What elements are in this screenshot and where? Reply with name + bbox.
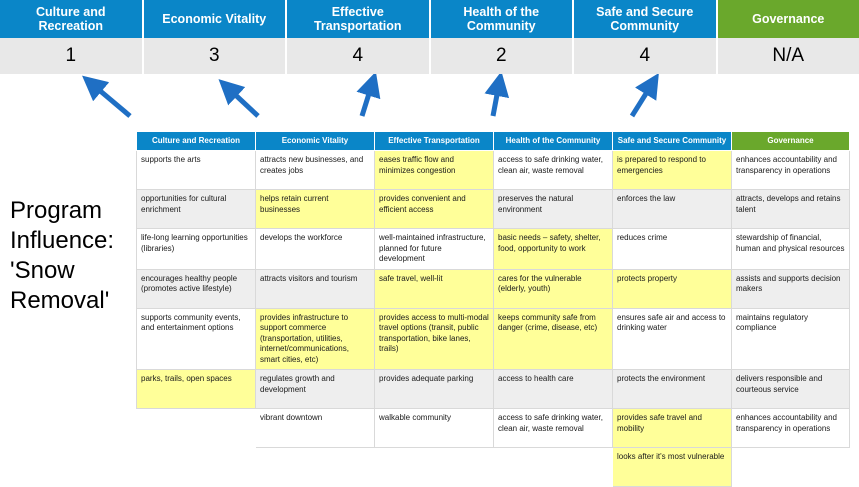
matrix-cell-r2-c5: stewardship of financial, human and physical resources	[732, 229, 850, 270]
matrix-cell-r4-c4: ensures safe air and access to drinking water	[613, 308, 732, 370]
matrix-cell-r5-c0: parks, trails, open spaces	[137, 370, 256, 409]
header-cell-0: Culture and Recreation	[0, 0, 144, 38]
matrix-cell-r7-c4: looks after it's most vulnerable	[613, 448, 732, 487]
table-row	[137, 448, 850, 487]
matrix-cell-r4-c5: maintains regulatory compliance	[732, 308, 850, 370]
header-cell-2: Effective Transportation	[287, 0, 431, 38]
table-row	[137, 229, 850, 270]
matrix-cell-r2-c4: reduces crime	[613, 229, 732, 270]
header-cell-1: Economic Vitality	[144, 0, 288, 38]
caption-line-3: 'Snow	[10, 256, 135, 286]
matrix-header-row	[137, 132, 850, 151]
matrix-cell-r1-c0: opportunities for cultural enrichment	[137, 190, 256, 229]
scorecard-header	[0, 0, 859, 38]
score-cell-1: 3	[144, 38, 288, 74]
matrix-cell-r3-c0: encourages healthy people (promotes active lifestyle)	[137, 269, 256, 308]
arrow-2	[228, 88, 258, 116]
influence-arrows	[0, 74, 859, 132]
matrix-body	[137, 151, 850, 487]
table-row	[137, 269, 850, 308]
caption-line-1: Program	[10, 196, 135, 226]
matrix-cell-r7-c3	[494, 448, 613, 487]
table-row	[137, 409, 850, 448]
matrix-column-header-5: Governance	[732, 132, 850, 151]
matrix-column-header-1: Economic Vitality	[256, 132, 375, 151]
caption-line-2: Influence:	[10, 226, 135, 256]
caption-line-4: Removal'	[10, 286, 135, 316]
matrix-column-header-0: Culture and Recreation	[137, 132, 256, 151]
matrix-cell-r3-c1: attracts visitors and tourism	[256, 269, 375, 308]
matrix-cell-r6-c0	[137, 409, 256, 448]
matrix-cell-r5-c1: regulates growth and development	[256, 370, 375, 409]
matrix-cell-r3-c4: protects property	[613, 269, 732, 308]
matrix-cell-r5-c4: protects the environment	[613, 370, 732, 409]
matrix-cell-r7-c0	[137, 448, 256, 487]
table-row	[137, 308, 850, 370]
arrow-4	[493, 84, 499, 116]
matrix-column-header-2: Effective Transportation	[375, 132, 494, 151]
matrix-cell-r5-c2: provides adequate parking	[375, 370, 494, 409]
matrix-cell-r6-c5: enhances accountability and transparency in operations	[732, 409, 850, 448]
matrix-cell-r2-c1: develops the workforce	[256, 229, 375, 270]
matrix-cell-r4-c1: provides infrastructure to support commerce (transportation, utilities, internet/communications, smart cities, etc)	[256, 308, 375, 370]
matrix-column-header-4: Safe and Secure Community	[613, 132, 732, 151]
matrix-cell-r6-c3: access to safe drinking water, clean air, waste removal	[494, 409, 613, 448]
outcomes-matrix	[136, 131, 850, 487]
matrix-cell-r0-c4: is prepared to respond to emergencies	[613, 151, 732, 190]
scorecard-scores	[0, 38, 859, 77]
matrix-cell-r4-c0: supports community events, and entertainment options	[137, 308, 256, 370]
matrix-cell-r1-c5: attracts, develops and retains talent	[732, 190, 850, 229]
table-row	[137, 151, 850, 190]
matrix-column-header-3: Health of the Community	[494, 132, 613, 151]
matrix-cell-r5-c3: access to health care	[494, 370, 613, 409]
header-cell-3: Health of the Community	[431, 0, 575, 38]
page-title	[10, 196, 135, 316]
matrix-cell-r4-c3: keeps community safe from danger (crime, disease, etc)	[494, 308, 613, 370]
matrix-cell-r2-c0: life-long learning opportunities (libraries)	[137, 229, 256, 270]
header-cell-5: Governance	[718, 0, 859, 38]
arrow-5	[632, 84, 652, 116]
score-cell-5: N/A	[718, 38, 859, 74]
matrix-cell-r2-c2: well-maintained infrastructure, planned for future development	[375, 229, 494, 270]
score-cell-3: 2	[431, 38, 575, 74]
matrix-cell-r3-c2: safe travel, well-lit	[375, 269, 494, 308]
header-cell-4: Safe and Secure Community	[574, 0, 718, 38]
matrix-cell-r0-c5: enhances accountability and transparency in operations	[732, 151, 850, 190]
score-cell-2: 4	[287, 38, 431, 74]
matrix-cell-r1-c4: enforces the law	[613, 190, 732, 229]
matrix-cell-r3-c3: cares for the vulnerable (elderly, youth)	[494, 269, 613, 308]
matrix-cell-r4-c2: provides access to multi-modal travel options (transit, public transportation, bike lanes, trails)	[375, 308, 494, 370]
matrix-cell-r7-c2	[375, 448, 494, 487]
table-row	[137, 190, 850, 229]
matrix-cell-r2-c3: basic needs – safety, shelter, food, opportunity to work	[494, 229, 613, 270]
matrix-cell-r7-c1	[256, 448, 375, 487]
matrix-cell-r1-c2: provides convenient and efficient access	[375, 190, 494, 229]
matrix-cell-r1-c1: helps retain current businesses	[256, 190, 375, 229]
matrix-cell-r7-c5	[732, 448, 850, 487]
table-row	[137, 370, 850, 409]
matrix-cell-r3-c5: assists and supports decision makers	[732, 269, 850, 308]
matrix-cell-r0-c1: attracts new businesses, and creates jobs	[256, 151, 375, 190]
score-cell-4: 4	[574, 38, 718, 74]
matrix-cell-r6-c4: provides safe travel and mobility	[613, 409, 732, 448]
matrix-cell-r6-c1: vibrant downtown	[256, 409, 375, 448]
matrix-cell-r5-c5: delivers responsible and courteous service	[732, 370, 850, 409]
arrow-1	[92, 84, 130, 116]
matrix-cell-r1-c3: preserves the natural environment	[494, 190, 613, 229]
matrix-cell-r0-c3: access to safe drinking water, clean air, waste removal	[494, 151, 613, 190]
score-cell-0: 1	[0, 38, 144, 74]
matrix-cell-r0-c0: supports the arts	[137, 151, 256, 190]
matrix-cell-r0-c2: eases traffic flow and minimizes congestion	[375, 151, 494, 190]
arrow-3	[362, 84, 372, 116]
matrix-cell-r6-c2: walkable community	[375, 409, 494, 448]
